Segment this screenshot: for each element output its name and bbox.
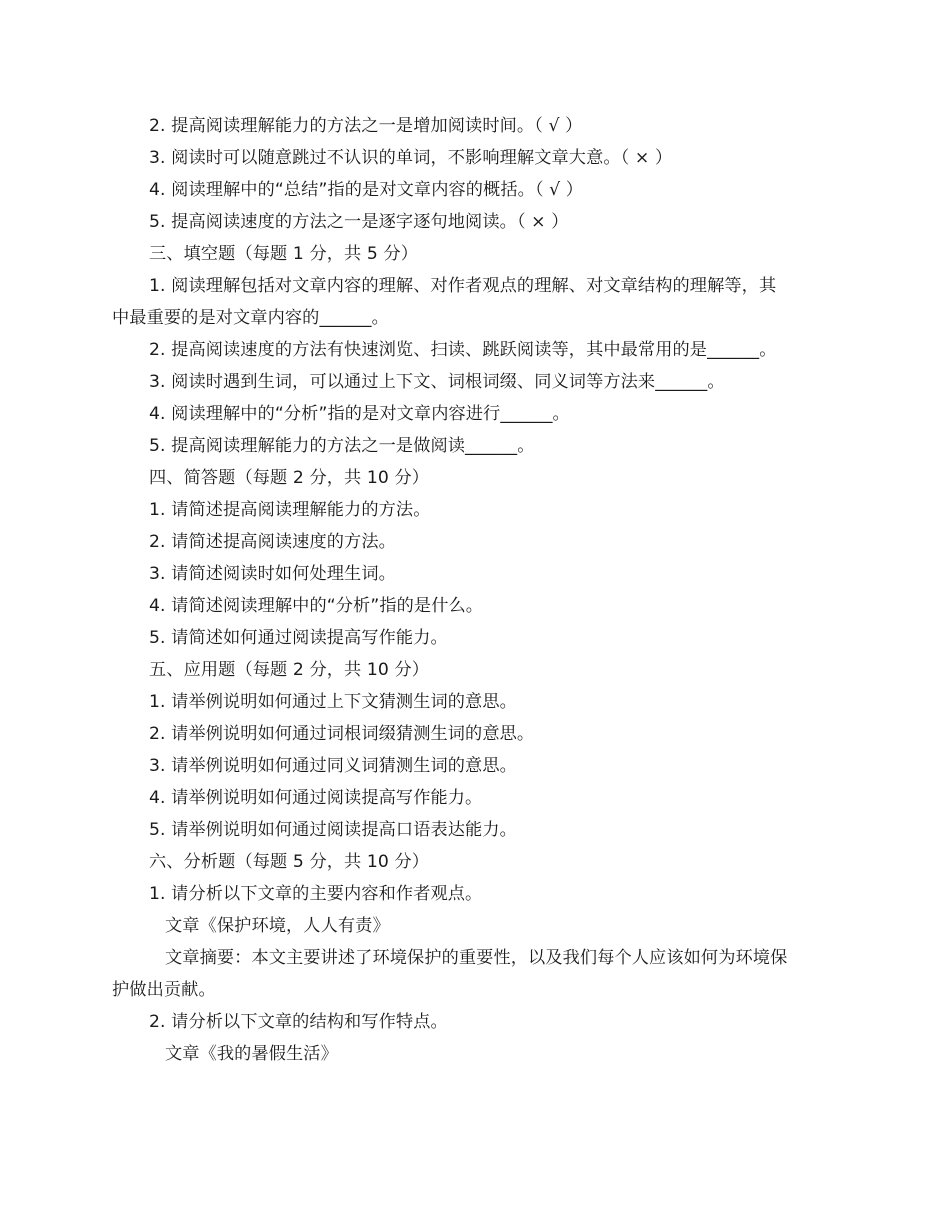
true-false-item-4: 4. 阅读理解中的“总结”指的是对文章内容的概括。（ √ ） bbox=[149, 180, 584, 200]
fill-in-item-2: 2. 提高阅读速度的方法有快速浏览、扫读、跳跃阅读等，其中最常用的是______。 bbox=[149, 340, 777, 360]
true-false-item-2: 2. 提高阅读理解能力的方法之一是增加阅读时间。（ √ ） bbox=[149, 116, 583, 136]
analysis-item-2: 2. 请分析以下文章的结构和写作特点。 bbox=[149, 1012, 448, 1032]
fill-in-item-4: 4. 阅读理解中的“分析”指的是对文章内容进行______。 bbox=[149, 404, 570, 424]
true-false-item-3: 3. 阅读时可以随意跳过不认识的单词，不影响理解文章大意。（ × ） bbox=[149, 148, 673, 168]
analysis-item-1-article-title: 文章《保护环境，人人有责》 bbox=[165, 916, 390, 936]
analysis-item-2-article-title: 文章《我的暑假生活》 bbox=[165, 1044, 338, 1064]
section-heading-fill-in: 三、填空题（每题 1 分，共 5 分） bbox=[149, 244, 419, 264]
short-answer-item-4: 4. 请简述阅读理解中的“分析”指的是什么。 bbox=[149, 596, 484, 616]
section-heading-application: 五、应用题（每题 2 分，共 10 分） bbox=[149, 660, 430, 680]
fill-in-item-5: 5. 提高阅读理解能力的方法之一是做阅读______。 bbox=[149, 436, 535, 456]
fill-in-item-3: 3. 阅读时遇到生词，可以通过上下文、词根词缀、同义词等方法来______。 bbox=[149, 372, 725, 392]
true-false-item-5: 5. 提高阅读速度的方法之一是逐字逐句地阅读。（ × ） bbox=[149, 212, 569, 232]
analysis-item-1-summary-line-2: 护做出贡献。 bbox=[112, 980, 216, 1000]
application-item-3: 3. 请举例说明如何通过同义词猜测生词的意思。 bbox=[149, 756, 517, 776]
application-item-4: 4. 请举例说明如何通过阅读提高写作能力。 bbox=[149, 788, 483, 808]
application-item-5: 5. 请举例说明如何通过阅读提高口语表达能力。 bbox=[149, 820, 517, 840]
fill-in-item-1-line-2: 中最重要的是对文章内容的______。 bbox=[112, 308, 389, 328]
section-heading-short-answer: 四、简答题（每题 2 分，共 10 分） bbox=[149, 468, 430, 488]
section-heading-analysis: 六、分析题（每题 5 分，共 10 分） bbox=[149, 852, 430, 872]
document-body bbox=[112, 110, 840, 1070]
short-answer-item-1: 1. 请简述提高阅读理解能力的方法。 bbox=[149, 500, 431, 520]
short-answer-item-3: 3. 请简述阅读时如何处理生词。 bbox=[149, 564, 396, 584]
short-answer-item-5: 5. 请简述如何通过阅读提高写作能力。 bbox=[149, 628, 448, 648]
short-answer-item-2: 2. 请简述提高阅读速度的方法。 bbox=[149, 532, 396, 552]
fill-in-item-1-line-1: 1. 阅读理解包括对文章内容的理解、对作者观点的理解、对文章结构的理解等，其 bbox=[149, 276, 777, 296]
analysis-item-1: 1. 请分析以下文章的主要内容和作者观点。 bbox=[149, 884, 483, 904]
application-item-2: 2. 请举例说明如何通过词根词缀猜测生词的意思。 bbox=[149, 724, 535, 744]
analysis-item-1-summary-line-1: 文章摘要：本文主要讲述了环境保护的重要性，以及我们每个人应该如何为环境保 bbox=[165, 948, 788, 968]
application-item-1: 1. 请举例说明如何通过上下文猜测生词的意思。 bbox=[149, 692, 517, 712]
